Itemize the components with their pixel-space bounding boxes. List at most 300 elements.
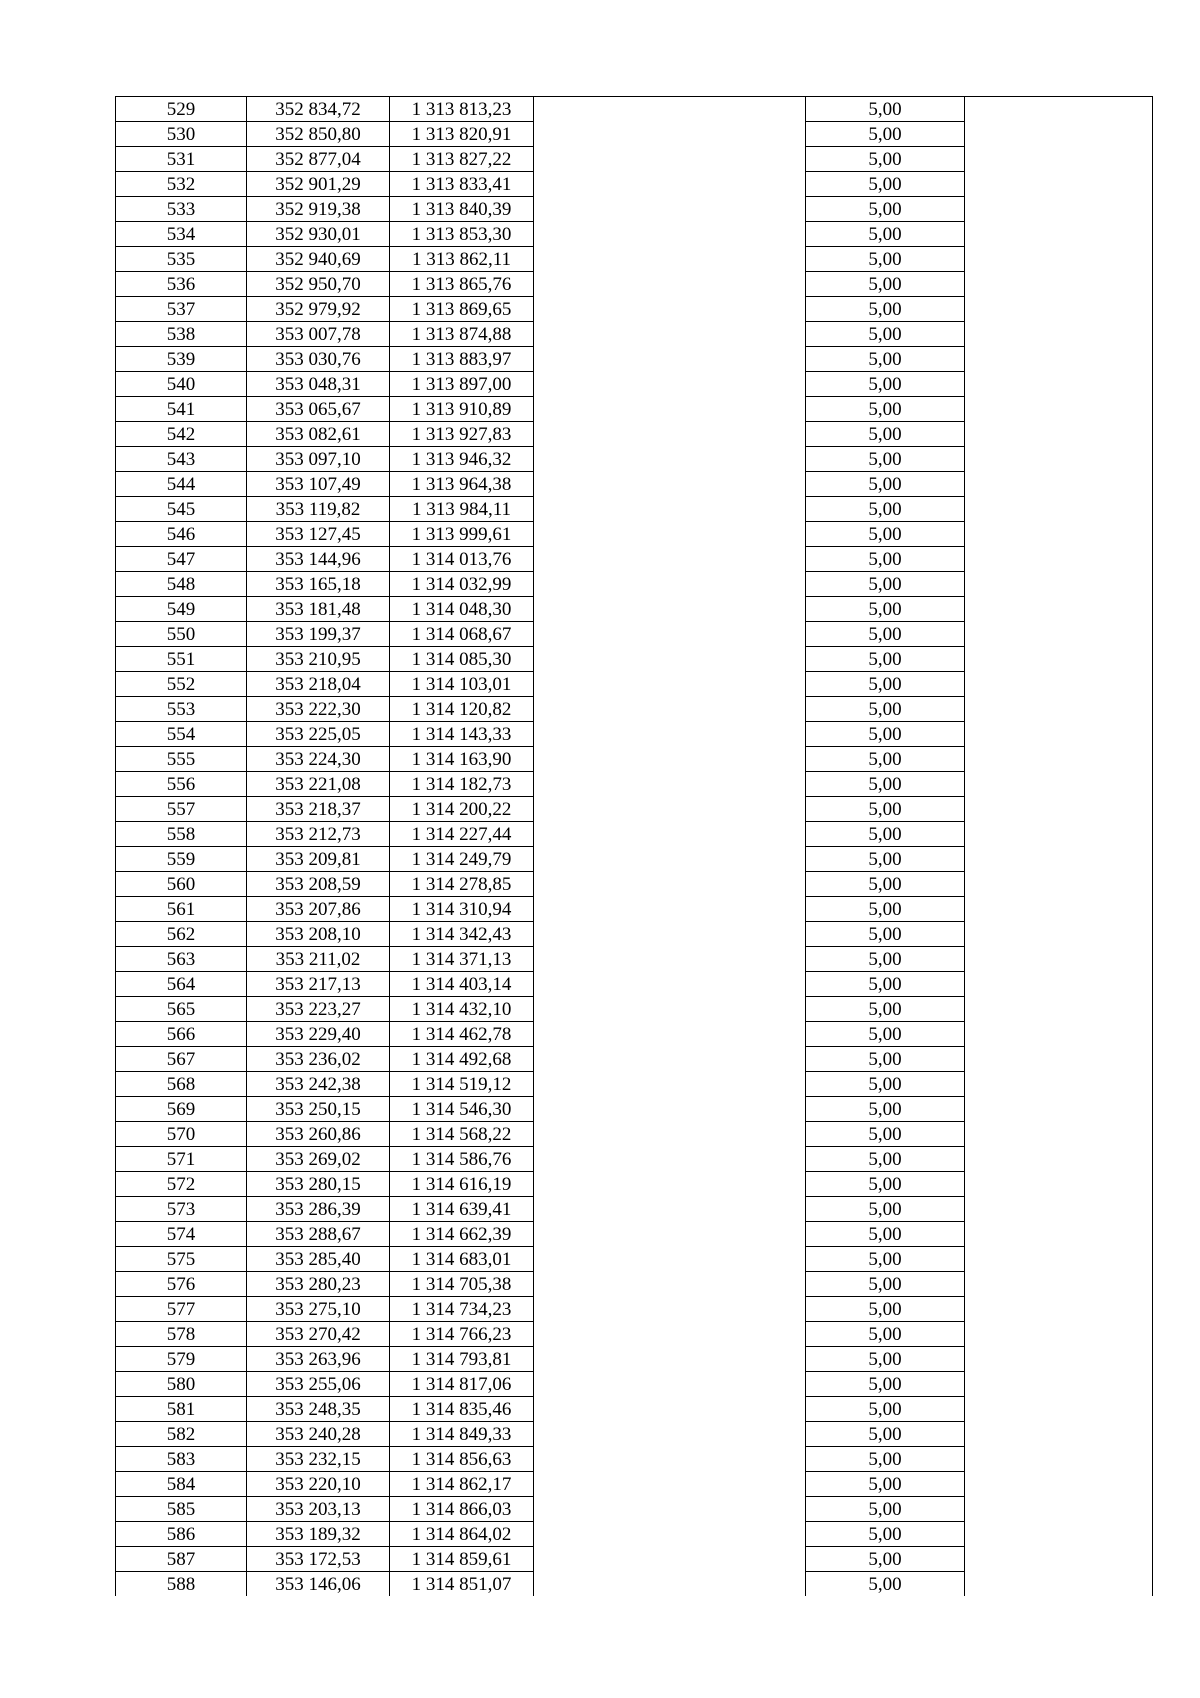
y-coordinate-cell: 1 313 897,00: [390, 372, 534, 397]
y-coordinate-cell: 1 314 278,85: [390, 872, 534, 897]
empty-cell: [534, 872, 806, 897]
value-cell: 5,00: [806, 97, 965, 122]
empty-cell: [534, 1272, 806, 1297]
empty-cell: [965, 547, 1153, 572]
value-cell: 5,00: [806, 447, 965, 472]
empty-cell: [534, 1372, 806, 1397]
value-cell: 5,00: [806, 672, 965, 697]
empty-cell: [965, 897, 1153, 922]
x-coordinate-cell: 353 144,96: [247, 547, 390, 572]
value-cell: 5,00: [806, 1447, 965, 1472]
y-coordinate-cell: 1 314 859,61: [390, 1547, 534, 1572]
empty-cell: [965, 997, 1153, 1022]
point-number-cell: 573: [116, 1197, 247, 1222]
value-cell: 5,00: [806, 422, 965, 447]
x-coordinate-cell: 353 269,02: [247, 1147, 390, 1172]
table-row: [116, 1297, 1153, 1322]
point-number-cell: 534: [116, 222, 247, 247]
empty-cell: [965, 772, 1153, 797]
point-number-cell: 587: [116, 1547, 247, 1572]
y-coordinate-cell: 1 314 182,73: [390, 772, 534, 797]
empty-cell: [534, 972, 806, 997]
y-coordinate-cell: 1 314 492,68: [390, 1047, 534, 1072]
y-coordinate-cell: 1 314 342,43: [390, 922, 534, 947]
empty-cell: [965, 597, 1153, 622]
x-coordinate-cell: 353 288,67: [247, 1222, 390, 1247]
y-coordinate-cell: 1 314 048,30: [390, 597, 534, 622]
empty-cell: [534, 347, 806, 372]
empty-cell: [965, 747, 1153, 772]
value-cell: 5,00: [806, 1547, 965, 1572]
empty-cell: [965, 422, 1153, 447]
empty-cell: [965, 1397, 1153, 1422]
empty-cell: [965, 1472, 1153, 1497]
empty-cell: [965, 447, 1153, 472]
x-coordinate-cell: 353 146,06: [247, 1572, 390, 1597]
x-coordinate-cell: 353 208,10: [247, 922, 390, 947]
x-coordinate-cell: 353 263,96: [247, 1347, 390, 1372]
point-number-cell: 586: [116, 1522, 247, 1547]
y-coordinate-cell: 1 314 403,14: [390, 972, 534, 997]
x-coordinate-cell: 353 229,40: [247, 1022, 390, 1047]
empty-cell: [534, 1197, 806, 1222]
empty-cell: [534, 1222, 806, 1247]
y-coordinate-cell: 1 314 793,81: [390, 1347, 534, 1372]
table-row: [116, 147, 1153, 172]
x-coordinate-cell: 353 250,15: [247, 1097, 390, 1122]
y-coordinate-cell: 1 314 734,23: [390, 1297, 534, 1322]
value-cell: 5,00: [806, 1422, 965, 1447]
point-number-cell: 572: [116, 1172, 247, 1197]
point-number-cell: 553: [116, 697, 247, 722]
empty-cell: [534, 147, 806, 172]
value-cell: 5,00: [806, 997, 965, 1022]
x-coordinate-cell: 353 255,06: [247, 1372, 390, 1397]
table-row: [116, 797, 1153, 822]
point-number-cell: 563: [116, 947, 247, 972]
x-coordinate-cell: 353 248,35: [247, 1397, 390, 1422]
y-coordinate-cell: 1 314 866,03: [390, 1497, 534, 1522]
y-coordinate-cell: 1 314 103,01: [390, 672, 534, 697]
empty-cell: [965, 247, 1153, 272]
empty-cell: [965, 847, 1153, 872]
table-row: [116, 1047, 1153, 1072]
y-coordinate-cell: 1 313 946,32: [390, 447, 534, 472]
empty-cell: [965, 272, 1153, 297]
point-number-cell: 544: [116, 472, 247, 497]
y-coordinate-cell: 1 314 817,06: [390, 1372, 534, 1397]
empty-cell: [965, 1072, 1153, 1097]
empty-cell: [965, 1097, 1153, 1122]
value-cell: 5,00: [806, 1122, 965, 1147]
empty-cell: [534, 1572, 806, 1597]
table-row: [116, 647, 1153, 672]
x-coordinate-cell: 353 275,10: [247, 1297, 390, 1322]
table-row: [116, 222, 1153, 247]
value-cell: 5,00: [806, 747, 965, 772]
empty-cell: [534, 1497, 806, 1522]
table-row: [116, 1347, 1153, 1372]
table-row: [116, 997, 1153, 1022]
empty-cell: [534, 597, 806, 622]
value-cell: 5,00: [806, 322, 965, 347]
table-row: [116, 247, 1153, 272]
x-coordinate-cell: 353 242,38: [247, 1072, 390, 1097]
point-number-cell: 530: [116, 122, 247, 147]
point-number-cell: 584: [116, 1472, 247, 1497]
value-cell: 5,00: [806, 1297, 965, 1322]
table-row: [116, 472, 1153, 497]
x-coordinate-cell: 353 007,78: [247, 322, 390, 347]
y-coordinate-cell: 1 314 586,76: [390, 1147, 534, 1172]
value-cell: 5,00: [806, 722, 965, 747]
x-coordinate-cell: 352 940,69: [247, 247, 390, 272]
value-cell: 5,00: [806, 822, 965, 847]
y-coordinate-cell: 1 313 862,11: [390, 247, 534, 272]
empty-cell: [965, 1047, 1153, 1072]
table-row: [116, 347, 1153, 372]
point-number-cell: 564: [116, 972, 247, 997]
x-coordinate-cell: 353 181,48: [247, 597, 390, 622]
y-coordinate-cell: 1 314 705,38: [390, 1272, 534, 1297]
value-cell: 5,00: [806, 1372, 965, 1397]
point-number-cell: 565: [116, 997, 247, 1022]
x-coordinate-cell: 353 212,73: [247, 822, 390, 847]
point-number-cell: 549: [116, 597, 247, 622]
x-coordinate-cell: 353 260,86: [247, 1122, 390, 1147]
y-coordinate-cell: 1 314 249,79: [390, 847, 534, 872]
empty-cell: [965, 472, 1153, 497]
y-coordinate-cell: 1 314 835,46: [390, 1397, 534, 1422]
point-number-cell: 532: [116, 172, 247, 197]
y-coordinate-cell: 1 314 568,22: [390, 1122, 534, 1147]
value-cell: 5,00: [806, 472, 965, 497]
point-number-cell: 555: [116, 747, 247, 772]
x-coordinate-cell: 353 065,67: [247, 397, 390, 422]
point-number-cell: 545: [116, 497, 247, 522]
empty-cell: [965, 1547, 1153, 1572]
table-row: [116, 322, 1153, 347]
value-cell: 5,00: [806, 1022, 965, 1047]
y-coordinate-cell: 1 314 120,82: [390, 697, 534, 722]
table-row: [116, 1497, 1153, 1522]
empty-cell: [534, 897, 806, 922]
x-coordinate-cell: 353 286,39: [247, 1197, 390, 1222]
value-cell: 5,00: [806, 622, 965, 647]
table-row: [116, 372, 1153, 397]
value-cell: 5,00: [806, 272, 965, 297]
y-coordinate-cell: 1 313 883,97: [390, 347, 534, 372]
table-row: [116, 1247, 1153, 1272]
x-coordinate-cell: 353 218,04: [247, 672, 390, 697]
empty-cell: [965, 697, 1153, 722]
y-coordinate-cell: 1 313 874,88: [390, 322, 534, 347]
x-coordinate-cell: 353 207,86: [247, 897, 390, 922]
value-cell: 5,00: [806, 572, 965, 597]
empty-cell: [965, 322, 1153, 347]
point-number-cell: 552: [116, 672, 247, 697]
table-row: [116, 397, 1153, 422]
table-row: [116, 297, 1153, 322]
table-row: [116, 622, 1153, 647]
table-row: [116, 1472, 1153, 1497]
empty-cell: [534, 1047, 806, 1072]
x-coordinate-cell: 353 203,13: [247, 1497, 390, 1522]
y-coordinate-cell: 1 314 085,30: [390, 647, 534, 672]
y-coordinate-cell: 1 313 927,83: [390, 422, 534, 447]
empty-cell: [534, 947, 806, 972]
x-coordinate-cell: 353 165,18: [247, 572, 390, 597]
value-cell: 5,00: [806, 947, 965, 972]
x-coordinate-cell: 352 901,29: [247, 172, 390, 197]
table-row: [116, 1447, 1153, 1472]
point-number-cell: 567: [116, 1047, 247, 1072]
y-coordinate-cell: 1 314 200,22: [390, 797, 534, 822]
empty-cell: [965, 122, 1153, 147]
empty-cell: [534, 122, 806, 147]
y-coordinate-cell: 1 313 964,38: [390, 472, 534, 497]
value-cell: 5,00: [806, 197, 965, 222]
point-number-cell: 542: [116, 422, 247, 447]
table-row: [116, 947, 1153, 972]
empty-cell: [534, 1097, 806, 1122]
table-row: [116, 1547, 1153, 1572]
x-coordinate-cell: 353 221,08: [247, 772, 390, 797]
point-number-cell: 556: [116, 772, 247, 797]
y-coordinate-cell: 1 313 827,22: [390, 147, 534, 172]
x-coordinate-cell: 353 285,40: [247, 1247, 390, 1272]
empty-cell: [534, 1322, 806, 1347]
point-number-cell: 554: [116, 722, 247, 747]
empty-cell: [534, 1022, 806, 1047]
value-cell: 5,00: [806, 372, 965, 397]
point-number-cell: 533: [116, 197, 247, 222]
x-coordinate-cell: 353 172,53: [247, 1547, 390, 1572]
empty-cell: [965, 1272, 1153, 1297]
value-cell: 5,00: [806, 247, 965, 272]
value-cell: 5,00: [806, 1147, 965, 1172]
value-cell: 5,00: [806, 1497, 965, 1522]
x-coordinate-cell: 353 220,10: [247, 1472, 390, 1497]
empty-cell: [965, 397, 1153, 422]
empty-cell: [534, 422, 806, 447]
point-number-cell: 536: [116, 272, 247, 297]
value-cell: 5,00: [806, 772, 965, 797]
empty-cell: [534, 1072, 806, 1097]
point-number-cell: 576: [116, 1272, 247, 1297]
point-number-cell: 574: [116, 1222, 247, 1247]
point-number-cell: 577: [116, 1297, 247, 1322]
point-number-cell: 537: [116, 297, 247, 322]
empty-cell: [534, 847, 806, 872]
value-cell: 5,00: [806, 1472, 965, 1497]
y-coordinate-cell: 1 314 310,94: [390, 897, 534, 922]
value-cell: 5,00: [806, 1272, 965, 1297]
empty-cell: [965, 1197, 1153, 1222]
point-number-cell: 550: [116, 622, 247, 647]
empty-cell: [965, 1522, 1153, 1547]
empty-cell: [965, 1147, 1153, 1172]
empty-cell: [965, 622, 1153, 647]
x-coordinate-cell: 353 097,10: [247, 447, 390, 472]
value-cell: 5,00: [806, 297, 965, 322]
value-cell: 5,00: [806, 547, 965, 572]
value-cell: 5,00: [806, 397, 965, 422]
x-coordinate-cell: 353 217,13: [247, 972, 390, 997]
empty-cell: [534, 1247, 806, 1272]
empty-cell: [534, 772, 806, 797]
point-number-cell: 579: [116, 1347, 247, 1372]
x-coordinate-cell: 353 270,42: [247, 1322, 390, 1347]
x-coordinate-cell: 353 048,31: [247, 372, 390, 397]
empty-cell: [534, 97, 806, 122]
table-row: [116, 1272, 1153, 1297]
point-number-cell: 569: [116, 1097, 247, 1122]
empty-cell: [534, 997, 806, 1022]
x-coordinate-cell: 353 222,30: [247, 697, 390, 722]
x-coordinate-cell: 353 189,32: [247, 1522, 390, 1547]
table-row: [116, 847, 1153, 872]
y-coordinate-cell: 1 313 820,91: [390, 122, 534, 147]
table-row: [116, 197, 1153, 222]
y-coordinate-cell: 1 313 910,89: [390, 397, 534, 422]
point-number-cell: 588: [116, 1572, 247, 1597]
x-coordinate-cell: 353 280,15: [247, 1172, 390, 1197]
y-coordinate-cell: 1 314 519,12: [390, 1072, 534, 1097]
empty-cell: [534, 397, 806, 422]
point-number-cell: 566: [116, 1022, 247, 1047]
empty-cell: [534, 1147, 806, 1172]
table-row: [116, 522, 1153, 547]
y-coordinate-cell: 1 313 865,76: [390, 272, 534, 297]
y-coordinate-cell: 1 314 227,44: [390, 822, 534, 847]
empty-cell: [534, 1447, 806, 1472]
empty-cell: [534, 1172, 806, 1197]
point-number-cell: 548: [116, 572, 247, 597]
x-coordinate-cell: 353 107,49: [247, 472, 390, 497]
y-coordinate-cell: 1 314 856,63: [390, 1447, 534, 1472]
empty-cell: [534, 272, 806, 297]
point-number-cell: 546: [116, 522, 247, 547]
table-row: [116, 772, 1153, 797]
empty-cell: [965, 522, 1153, 547]
empty-cell: [534, 1122, 806, 1147]
empty-cell: [965, 972, 1153, 997]
empty-cell: [534, 1547, 806, 1572]
y-coordinate-cell: 1 313 840,39: [390, 197, 534, 222]
table-row: [116, 972, 1153, 997]
table-row: [116, 1147, 1153, 1172]
table-row: [116, 822, 1153, 847]
y-coordinate-cell: 1 314 662,39: [390, 1222, 534, 1247]
table-row: [116, 1097, 1153, 1122]
table-row: [116, 1022, 1153, 1047]
table-row: [116, 722, 1153, 747]
point-number-cell: 529: [116, 97, 247, 122]
x-coordinate-cell: 353 199,37: [247, 622, 390, 647]
y-coordinate-cell: 1 314 683,01: [390, 1247, 534, 1272]
value-cell: 5,00: [806, 497, 965, 522]
point-number-cell: 585: [116, 1497, 247, 1522]
table-row: [116, 1572, 1153, 1597]
empty-cell: [965, 147, 1153, 172]
empty-cell: [534, 1472, 806, 1497]
value-cell: 5,00: [806, 922, 965, 947]
empty-cell: [965, 1297, 1153, 1322]
table-row: [116, 547, 1153, 572]
point-number-cell: 583: [116, 1447, 247, 1472]
x-coordinate-cell: 352 850,80: [247, 122, 390, 147]
table-row: [116, 1072, 1153, 1097]
empty-cell: [965, 1347, 1153, 1372]
coordinates-table: [115, 96, 1153, 1596]
value-cell: 5,00: [806, 1072, 965, 1097]
x-coordinate-cell: 353 208,59: [247, 872, 390, 897]
y-coordinate-cell: 1 314 371,13: [390, 947, 534, 972]
empty-cell: [534, 672, 806, 697]
table-row: [116, 1372, 1153, 1397]
y-coordinate-cell: 1 313 869,65: [390, 297, 534, 322]
empty-cell: [534, 247, 806, 272]
value-cell: 5,00: [806, 147, 965, 172]
empty-cell: [965, 947, 1153, 972]
value-cell: 5,00: [806, 1097, 965, 1122]
point-number-cell: 551: [116, 647, 247, 672]
x-coordinate-cell: 353 236,02: [247, 1047, 390, 1072]
table-row: [116, 497, 1153, 522]
value-cell: 5,00: [806, 872, 965, 897]
empty-cell: [534, 797, 806, 822]
x-coordinate-cell: 353 209,81: [247, 847, 390, 872]
y-coordinate-cell: 1 313 984,11: [390, 497, 534, 522]
value-cell: 5,00: [806, 897, 965, 922]
x-coordinate-cell: 352 979,92: [247, 297, 390, 322]
empty-cell: [965, 922, 1153, 947]
y-coordinate-cell: 1 313 853,30: [390, 222, 534, 247]
value-cell: 5,00: [806, 972, 965, 997]
y-coordinate-cell: 1 314 862,17: [390, 1472, 534, 1497]
y-coordinate-cell: 1 314 639,41: [390, 1197, 534, 1222]
x-coordinate-cell: 353 210,95: [247, 647, 390, 672]
empty-cell: [965, 722, 1153, 747]
empty-cell: [534, 722, 806, 747]
table-row: [116, 672, 1153, 697]
empty-cell: [965, 97, 1153, 122]
empty-cell: [965, 1247, 1153, 1272]
point-number-cell: 541: [116, 397, 247, 422]
empty-cell: [965, 672, 1153, 697]
value-cell: 5,00: [806, 1222, 965, 1247]
empty-cell: [965, 1022, 1153, 1047]
y-coordinate-cell: 1 313 999,61: [390, 522, 534, 547]
empty-cell: [965, 297, 1153, 322]
table-row: [116, 872, 1153, 897]
x-coordinate-cell: 352 877,04: [247, 147, 390, 172]
value-cell: 5,00: [806, 222, 965, 247]
x-coordinate-cell: 353 224,30: [247, 747, 390, 772]
point-number-cell: 531: [116, 147, 247, 172]
y-coordinate-cell: 1 314 616,19: [390, 1172, 534, 1197]
value-cell: 5,00: [806, 1347, 965, 1372]
empty-cell: [534, 572, 806, 597]
table-row: [116, 1222, 1153, 1247]
point-number-cell: 568: [116, 1072, 247, 1097]
empty-cell: [965, 197, 1153, 222]
empty-cell: [534, 372, 806, 397]
empty-cell: [965, 1172, 1153, 1197]
empty-cell: [965, 1372, 1153, 1397]
point-number-cell: 543: [116, 447, 247, 472]
